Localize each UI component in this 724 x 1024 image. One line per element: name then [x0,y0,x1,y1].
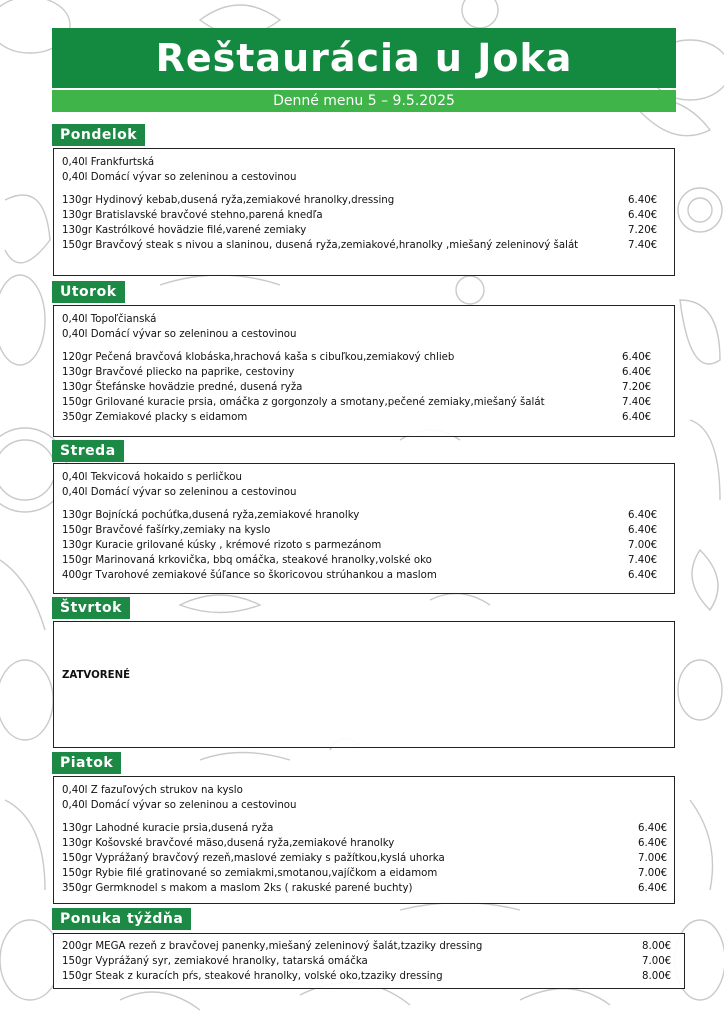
meal-text: 130gr Štefánske hovädzie predné, dusená ryža [62,382,303,393]
meal-text: 130gr Hydinový kebab,dusená ryža,zemiakové hranolky,dressing [62,195,395,206]
day-box-tuesday [53,305,675,437]
meal-price: 7.00€ [628,540,658,551]
meal-item [62,538,666,553]
day-tab-friday: Piatok [52,752,121,774]
meal-item [62,380,666,395]
meal-price: 6.40€ [628,570,658,581]
meal-text: 130gr Bojnícká pochúťka,dusená ryža,zemiakové hranolky [62,510,360,521]
day-tab-tuesday: Utorok [52,281,125,303]
soup-item: 0,40l Domácí vývar so zeleninou a cestovinou [62,800,297,811]
meal-text: 130gr Lahodné kuracie prsia,dusená ryža [62,823,274,834]
meal-item [62,238,666,253]
day-box-thursday [53,621,675,748]
meal-item [62,395,666,410]
meal-price: 7.00€ [638,868,668,879]
meal-price: 7.40€ [628,240,658,251]
meal-price: 6.40€ [638,823,668,834]
day-box-friday [53,776,675,904]
meal-item [62,193,666,208]
meal-price: 6.40€ [622,352,652,363]
meal-text: 130gr Bravčové pliecko na paprike, cestoviny [62,367,295,378]
day-box-monday [53,148,675,276]
menu-date-subtitle: Denné menu 5 – 9.5.2025 [52,90,676,112]
meal-item [62,821,666,836]
day-tab-monday: Pondelok [52,124,145,146]
soup-item: 0,40l Domácí vývar so zeleninou a cestovinou [62,172,297,183]
day-box-wednesday [53,463,675,594]
restaurant-title: Reštaurácia u Joka [52,28,676,88]
meal-price: 6.40€ [628,525,658,536]
meal-text: 200gr MEGA rezeň z bravčovej panenky,miešaný zeleninový šalát,tzaziky dressing [62,941,483,952]
meal-item [62,223,666,238]
meal-price: 7.40€ [622,397,652,408]
soup-item: 0,40l Z fazuľových strukov na kyslo [62,785,243,796]
meal-item [62,568,666,583]
weekly-offer-tab: Ponuka týždňa [52,908,191,930]
meal-price: 7.20€ [628,225,658,236]
meal-item [62,939,676,954]
meal-text: 130gr Kuracie grilované kúsky , krémové rizoto s parmezánom [62,540,382,551]
meal-item [62,523,666,538]
meal-item [62,553,666,568]
meal-item [62,881,666,896]
meal-text: 150gr Bravčové fašírky,zemiaky na kyslo [62,525,271,536]
meal-text: 350gr Germknodel s makom a maslom 2ks ( rakuské parené buchty) [62,883,413,894]
meal-item [62,969,676,984]
meal-item [62,508,666,523]
soup-item: 0,40l Domácí vývar so zeleninou a cestovinou [62,487,297,498]
meal-text: 130gr Bratislavské bravčové stehno,parená knedľa [62,210,323,221]
day-tab-thursday: Štvrtok [52,597,130,619]
meal-text: 150gr Grilované kuracie prsia, omáčka z gorgonzoly a smotany,pečené zemiaky,miešaný šalát [62,397,545,408]
soup-item: 0,40l Topoľčianská [62,314,157,325]
weekly-offer-box [53,933,685,989]
soup-item: 0,40l Domácí vývar so zeleninou a cestovinou [62,329,297,340]
meal-price: 6.40€ [622,412,652,423]
meal-price: 8.00€ [642,971,672,982]
soup-item: 0,40l Frankfurtská [62,157,155,168]
meal-text: 150gr Steak z kuracích pŕs, steakové hranolky, volské oko,tzaziky dressing [62,971,443,982]
meal-price: 6.40€ [628,510,658,521]
meal-price: 6.40€ [638,883,668,894]
meal-item [62,866,666,881]
meal-text: 130gr Kastrólkové hovädzie filé,varené zemiaky [62,225,307,236]
closed-notice: ZATVORENÉ [62,670,131,681]
meal-price: 6.40€ [622,367,652,378]
meal-item [62,954,676,969]
meal-item [62,365,666,380]
meal-price: 6.40€ [628,195,658,206]
meal-text: 350gr Zemiakové placky s eidamom [62,412,248,423]
soup-item: 0,40l Tekvicová hokaido s perličkou [62,472,242,483]
meal-item [62,851,666,866]
meal-item [62,836,666,851]
meal-item [62,208,666,223]
meal-text: 120gr Pečená bravčová klobáska,hrachová kaša s cibuľkou,zemiakový chlieb [62,352,455,363]
meal-text: 400gr Tvarohové zemiakové šúľance so škoricovou strúhankou a maslom [62,570,437,581]
meal-text: 150gr Bravčový steak s nivou a slaninou, dusená ryža,zemiakové,hranolky ,miešaný zeleninový šalát [62,240,579,251]
meal-price: 6.40€ [628,210,658,221]
meal-price: 7.00€ [642,956,672,967]
meal-text: 150gr Rybie filé gratinované so zemiakmi,smotanou,vajíčkom a eidamom [62,868,438,879]
meal-text: 130gr Košovské bravčové mäso,dusená ryža,zemiakové hranolky [62,838,395,849]
meal-text: 150gr Marinovaná krkovička, bbq omáčka, steakové hranolky,volské oko [62,555,432,566]
meal-price: 7.40€ [628,555,658,566]
meal-item [62,410,666,425]
meal-item [62,350,666,365]
meal-price: 8.00€ [642,941,672,952]
day-tab-wednesday: Streda [52,440,124,462]
meal-price: 6.40€ [638,838,668,849]
meal-text: 150gr Vyprážaný syr, zemiakové hranolky, tatarská omáčka [62,956,368,967]
meal-price: 7.20€ [622,382,652,393]
meal-price: 7.00€ [638,853,668,864]
meal-text: 150gr Vyprážaný bravčový rezeň,maslové zemiaky s pažítkou,kyslá uhorka [62,853,445,864]
